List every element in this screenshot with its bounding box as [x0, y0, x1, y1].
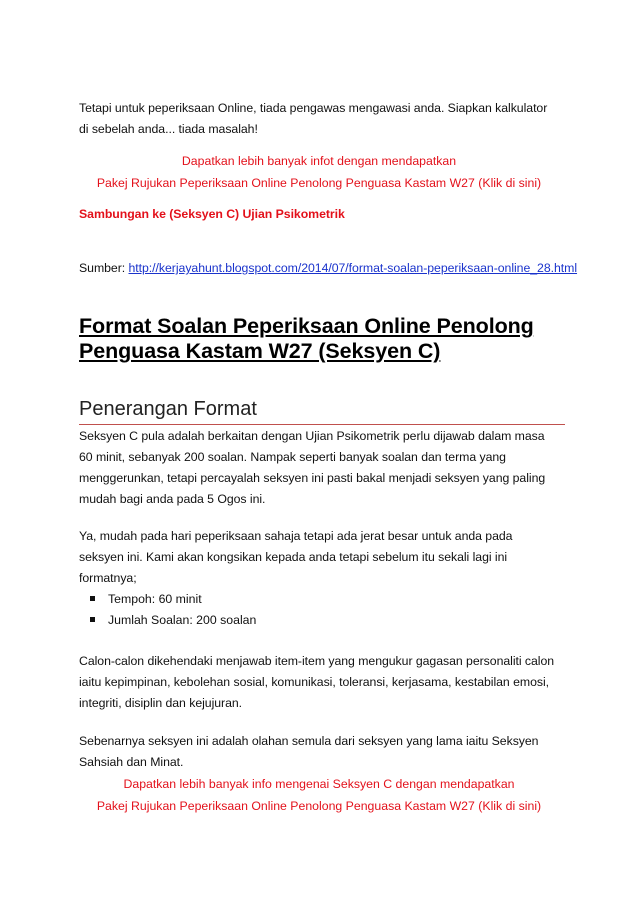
heading-rule	[79, 424, 565, 425]
promo-line-2[interactable]: Dapatkan lebih banyak info mengenai Seksyen C dengan mendapatkan	[123, 777, 515, 791]
section-heading: Penerangan Format	[79, 398, 257, 420]
source-line	[79, 258, 579, 279]
title-line: Format Soalan Peperiksaan Online Penolong	[79, 314, 534, 338]
paragraph-2	[79, 526, 579, 589]
paragraph-1	[79, 426, 579, 510]
promo-link-1[interactable]: Pakej Rujukan Peperiksaan Online Penolong Penguasa Kastam W27 (Klik di sini)	[96, 176, 542, 190]
source-url-link[interactable]: http://kerjayahunt.blogspot.com/2014/07/format-soalan-peperiksaan-online_28.html	[128, 261, 578, 275]
square-bullet-icon	[90, 617, 95, 622]
continue-link[interactable]: Sambungan ke (Seksyen C) Ujian Psikometrik	[79, 207, 345, 221]
paragraph-line: 60 minit, sebanyak 200 soalan. Nampak seperti banyak soalan dan terma yang	[79, 450, 506, 464]
paragraph-line: Sahsiah dan Minat.	[79, 755, 184, 769]
paragraph-line: iaitu kepimpinan, kebolehan sosial, komunikasi, toleransi, kerjasama, kestabilan emosi,	[79, 675, 550, 689]
page-title	[79, 314, 599, 364]
paragraph-line: seksyen ini. Kami akan kongsikan kepada anda tetapi sebelum itu sekali lagi ini	[79, 550, 508, 564]
paragraph-4	[79, 731, 579, 773]
list-item	[90, 589, 202, 610]
paragraph-line: menggerunkan, tetapi percayalah seksyen ini pasti bakal menjadi seksyen yang paling	[79, 471, 546, 485]
promo-link-2[interactable]: Pakej Rujukan Peperiksaan Online Penolong Penguasa Kastam W27 (Klik di sini)	[96, 799, 542, 813]
paragraph-line: Sebenarnya seksyen ini adalah olahan semula dari seksyen yang lama iaitu Seksyen	[79, 734, 539, 748]
promo-line-1[interactable]: Dapatkan lebih banyak infot dengan mendapatkan	[181, 154, 457, 168]
title-line: Penguasa Kastam W27 (Seksyen C)	[79, 339, 441, 363]
paragraph-line: mudah bagi anda pada 5 Ogos ini.	[79, 492, 266, 506]
paragraph-line: Calon-calon dikehendaki menjawab item-item yang mengukur gagasan personaliti calon	[79, 654, 555, 668]
list-item-label: Jumlah Soalan: 200 soalan	[108, 613, 257, 627]
paragraph-line: formatnya;	[79, 571, 137, 585]
paragraph-line: integriti, disiplin dan kejujuran.	[79, 696, 243, 710]
intro-line: di sebelah anda... tiada masalah!	[79, 122, 258, 136]
paragraph-line: Ya, mudah pada hari peperiksaan sahaja tetapi ada jerat besar untuk anda pada	[79, 529, 513, 543]
intro-paragraph	[79, 98, 579, 140]
intro-line: Tetapi untuk peperiksaan Online, tiada pengawas mengawasi anda. Siapkan kalkulator	[79, 101, 548, 115]
square-bullet-icon	[90, 596, 95, 601]
paragraph-3	[79, 651, 579, 714]
list-item	[90, 610, 256, 631]
list-item-label: Tempoh: 60 minit	[108, 592, 202, 606]
source-label: Sumber:	[79, 261, 129, 275]
paragraph-line: Seksyen C pula adalah berkaitan dengan Ujian Psikometrik perlu dijawab dalam masa	[79, 429, 545, 443]
